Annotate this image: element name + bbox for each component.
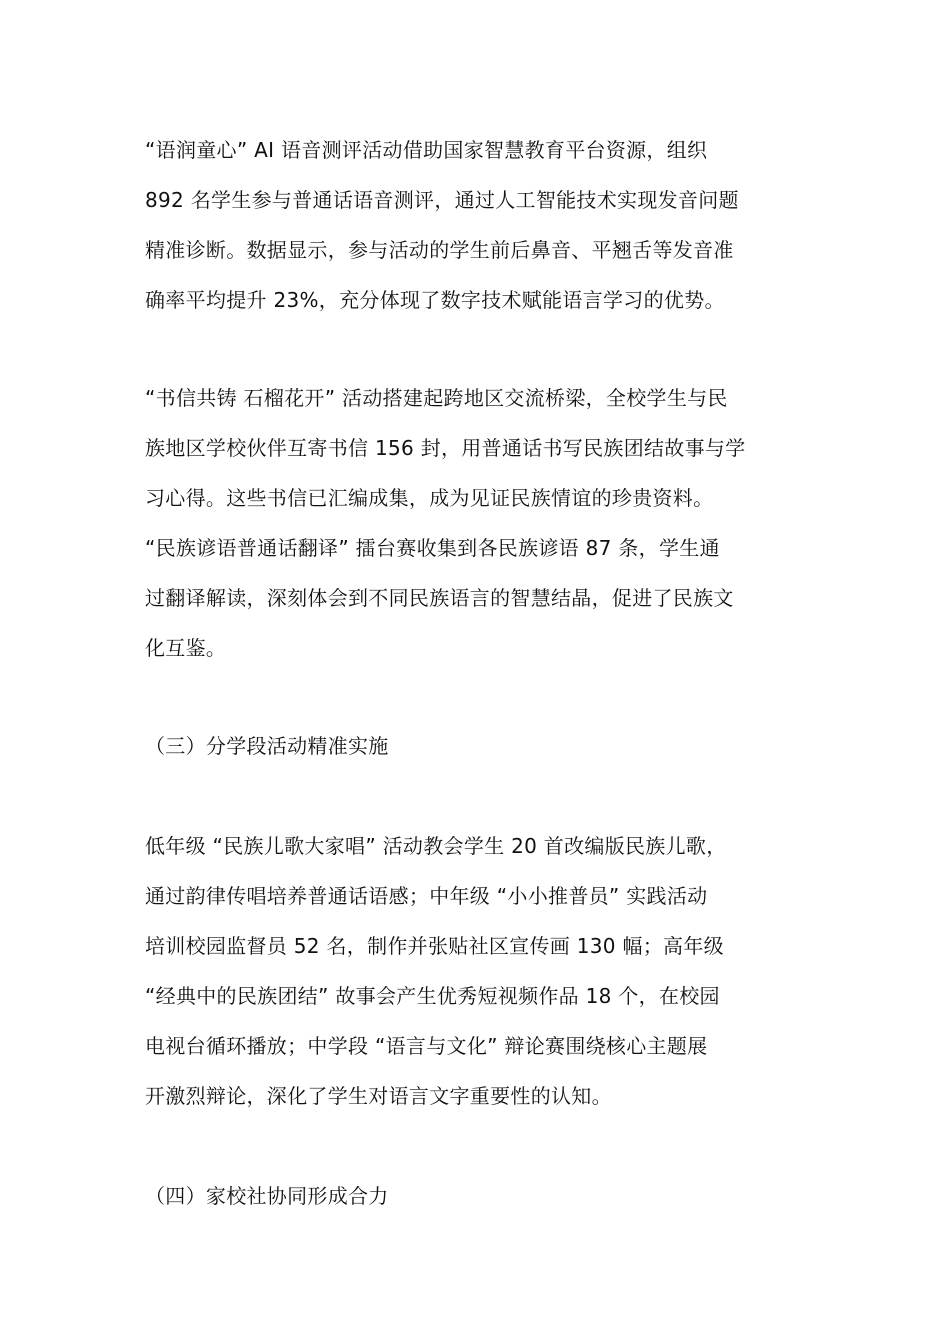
paragraph-4-line-6: 开激烈辩论，深化了学生对语言文字重要性的认知。 <box>145 1084 612 1108</box>
paragraph-1-line-3: 精准诊断。数据显示，参与活动的学生前后鼻音、平翘舌等发音准 <box>145 238 734 262</box>
paragraph-4-line-4: “经典中的民族团结” 故事会产生优秀短视频作品 18 个，在校园 <box>145 984 720 1008</box>
paragraph-3-line-3: 化互鉴。 <box>145 636 227 660</box>
paragraph-2-line-1: “书信共铸 石榴花开” 活动搭建起跨地区交流桥梁，全校学生与民 <box>145 386 728 410</box>
paragraph-2-line-2: 族地区学校伙伴互寄书信 156 封，用普通话书写民族团结故事与学 <box>145 436 746 460</box>
section-heading-3: （三）分学段活动精准实施 <box>145 734 389 758</box>
paragraph-4-line-2: 通过韵律传唱培养普通话语感；中年级 “小小推普员” 实践活动 <box>145 884 708 908</box>
paragraph-4-line-5: 电视台循环播放；中学段 “语言与文化” 辩论赛围绕核心主题展 <box>145 1034 708 1058</box>
paragraph-2-line-3: 习心得。这些书信已汇编成集，成为见证民族情谊的珍贵资料。 <box>145 486 714 510</box>
paragraph-4-line-1: 低年级 “民族儿歌大家唱” 活动教会学生 20 首改编版民族儿歌， <box>145 834 727 858</box>
paragraph-1-line-2: 892 名学生参与普通话语音测评，通过人工智能技术实现发音问题 <box>145 188 739 212</box>
section-heading-4: （四）家校社协同形成合力 <box>145 1184 389 1208</box>
paragraph-3-line-1: “民族谚语普通话翻译” 擂台赛收集到各民族谚语 87 条，学生通 <box>145 536 720 560</box>
paragraph-1-line-1: “语润童心” AI 语音测评活动借助国家智慧教育平台资源，组织 <box>145 138 708 162</box>
paragraph-3-line-2: 过翻译解读，深刻体会到不同民族语言的智慧结晶，促进了民族文 <box>145 586 734 610</box>
paragraph-1-line-4: 确率平均提升 23%，充分体现了数字技术赋能语言学习的优势。 <box>145 288 725 312</box>
paragraph-4-line-3: 培训校园监督员 52 名，制作并张贴社区宣传画 130 幅；高年级 <box>145 934 724 958</box>
